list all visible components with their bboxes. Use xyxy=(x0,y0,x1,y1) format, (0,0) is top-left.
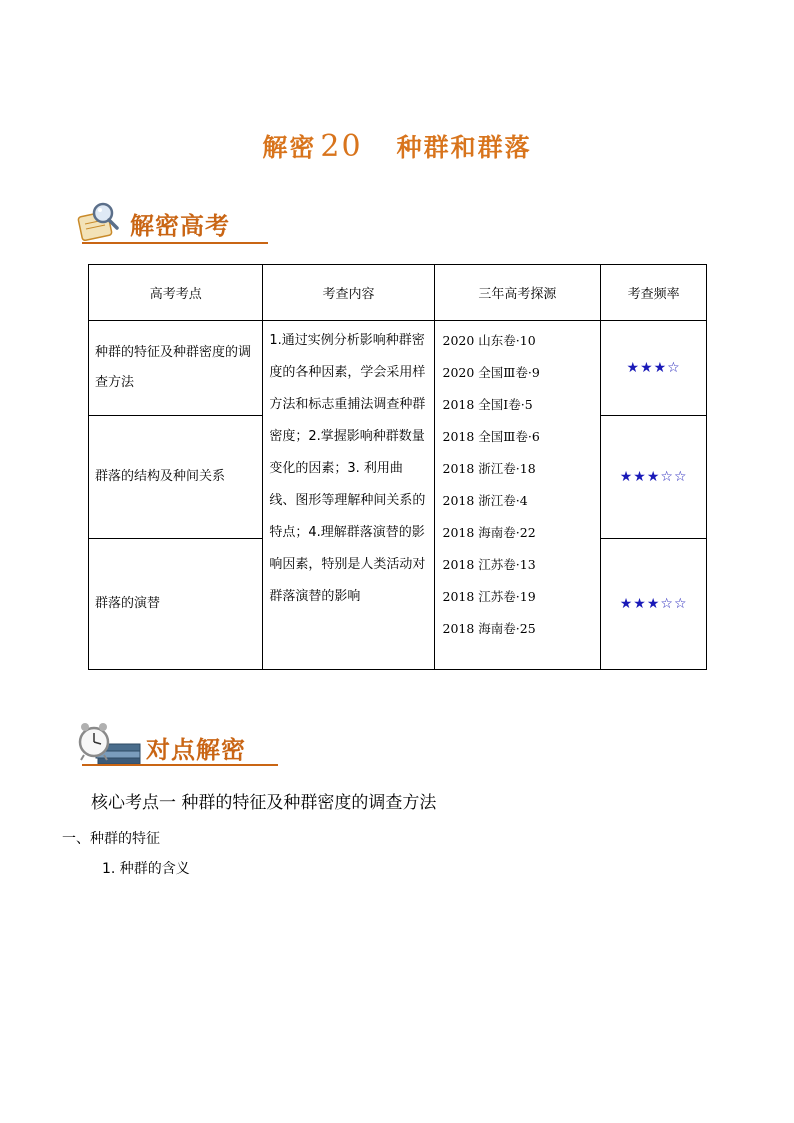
header-cell: 考查频率 xyxy=(601,265,707,321)
frequency-stars: ★★★☆ xyxy=(601,321,707,416)
title-prefix: 解密 xyxy=(262,133,317,162)
header-cell: 考查内容 xyxy=(263,265,434,321)
frequency-stars: ★★★☆☆ xyxy=(601,539,707,670)
page-title xyxy=(0,128,794,164)
source-item: 2018 海南卷·25 xyxy=(442,621,536,636)
header-cell: 高考考点 xyxy=(89,265,263,321)
exam-table xyxy=(88,264,707,670)
source-item: 2018 全国Ⅰ卷·5 xyxy=(442,397,533,412)
source-item: 2018 江苏卷·13 xyxy=(442,557,536,572)
source-item: 2018 浙江卷·4 xyxy=(442,493,528,508)
topic-cell: 群落的演替 xyxy=(89,539,263,670)
banner-exam xyxy=(74,200,274,256)
source-item: 2018 江苏卷·19 xyxy=(442,589,536,604)
banner-points xyxy=(74,716,284,772)
source-item: 2018 海南卷·22 xyxy=(442,525,536,540)
alarm-clock-books-icon xyxy=(74,716,144,766)
banner-points-label: 对点解密 xyxy=(146,735,246,764)
topic-cell: 种群的特征及种群密度的调查方法 xyxy=(89,321,263,416)
table-header-row xyxy=(89,265,707,321)
source-item: 2018 全国Ⅲ卷·6 xyxy=(442,429,540,444)
source-item: 2020 全国Ⅲ卷·9 xyxy=(442,365,540,380)
title-topic: 种群和群落 xyxy=(396,133,532,162)
magnifier-document-icon xyxy=(74,200,130,246)
item-heading: 1. 种群的含义 xyxy=(102,861,190,877)
table-row xyxy=(89,321,707,416)
section-heading: 核心考点一 种群的特征及种群密度的调查方法 xyxy=(91,793,437,813)
banner-exam-underline xyxy=(82,242,268,244)
header-cell: 三年高考探源 xyxy=(434,265,601,321)
frequency-stars: ★★★☆☆ xyxy=(601,416,707,539)
subsection-heading: 一、种群的特征 xyxy=(62,831,160,847)
title-number: 20 xyxy=(320,129,363,164)
topic-cell: 群落的结构及种间关系 xyxy=(89,416,263,539)
content-cell: 1.通过实例分析影响种群密度的各种因素，学会采用样方法和标志重捕法调查种群密度；2.掌握影响种群数量变化的因素；3. 利用曲线、图形等理解种间关系的特点；4.理解群落演替的影响因素，特别是人类活动对群落演替的影响 xyxy=(263,321,434,670)
banner-exam-label: 解密高考 xyxy=(130,211,230,240)
source-item: 2018 浙江卷·18 xyxy=(442,461,536,476)
sources-cell xyxy=(434,321,601,670)
source-item: 2020 山东卷·10 xyxy=(442,333,536,348)
banner-points-underline xyxy=(82,764,278,766)
